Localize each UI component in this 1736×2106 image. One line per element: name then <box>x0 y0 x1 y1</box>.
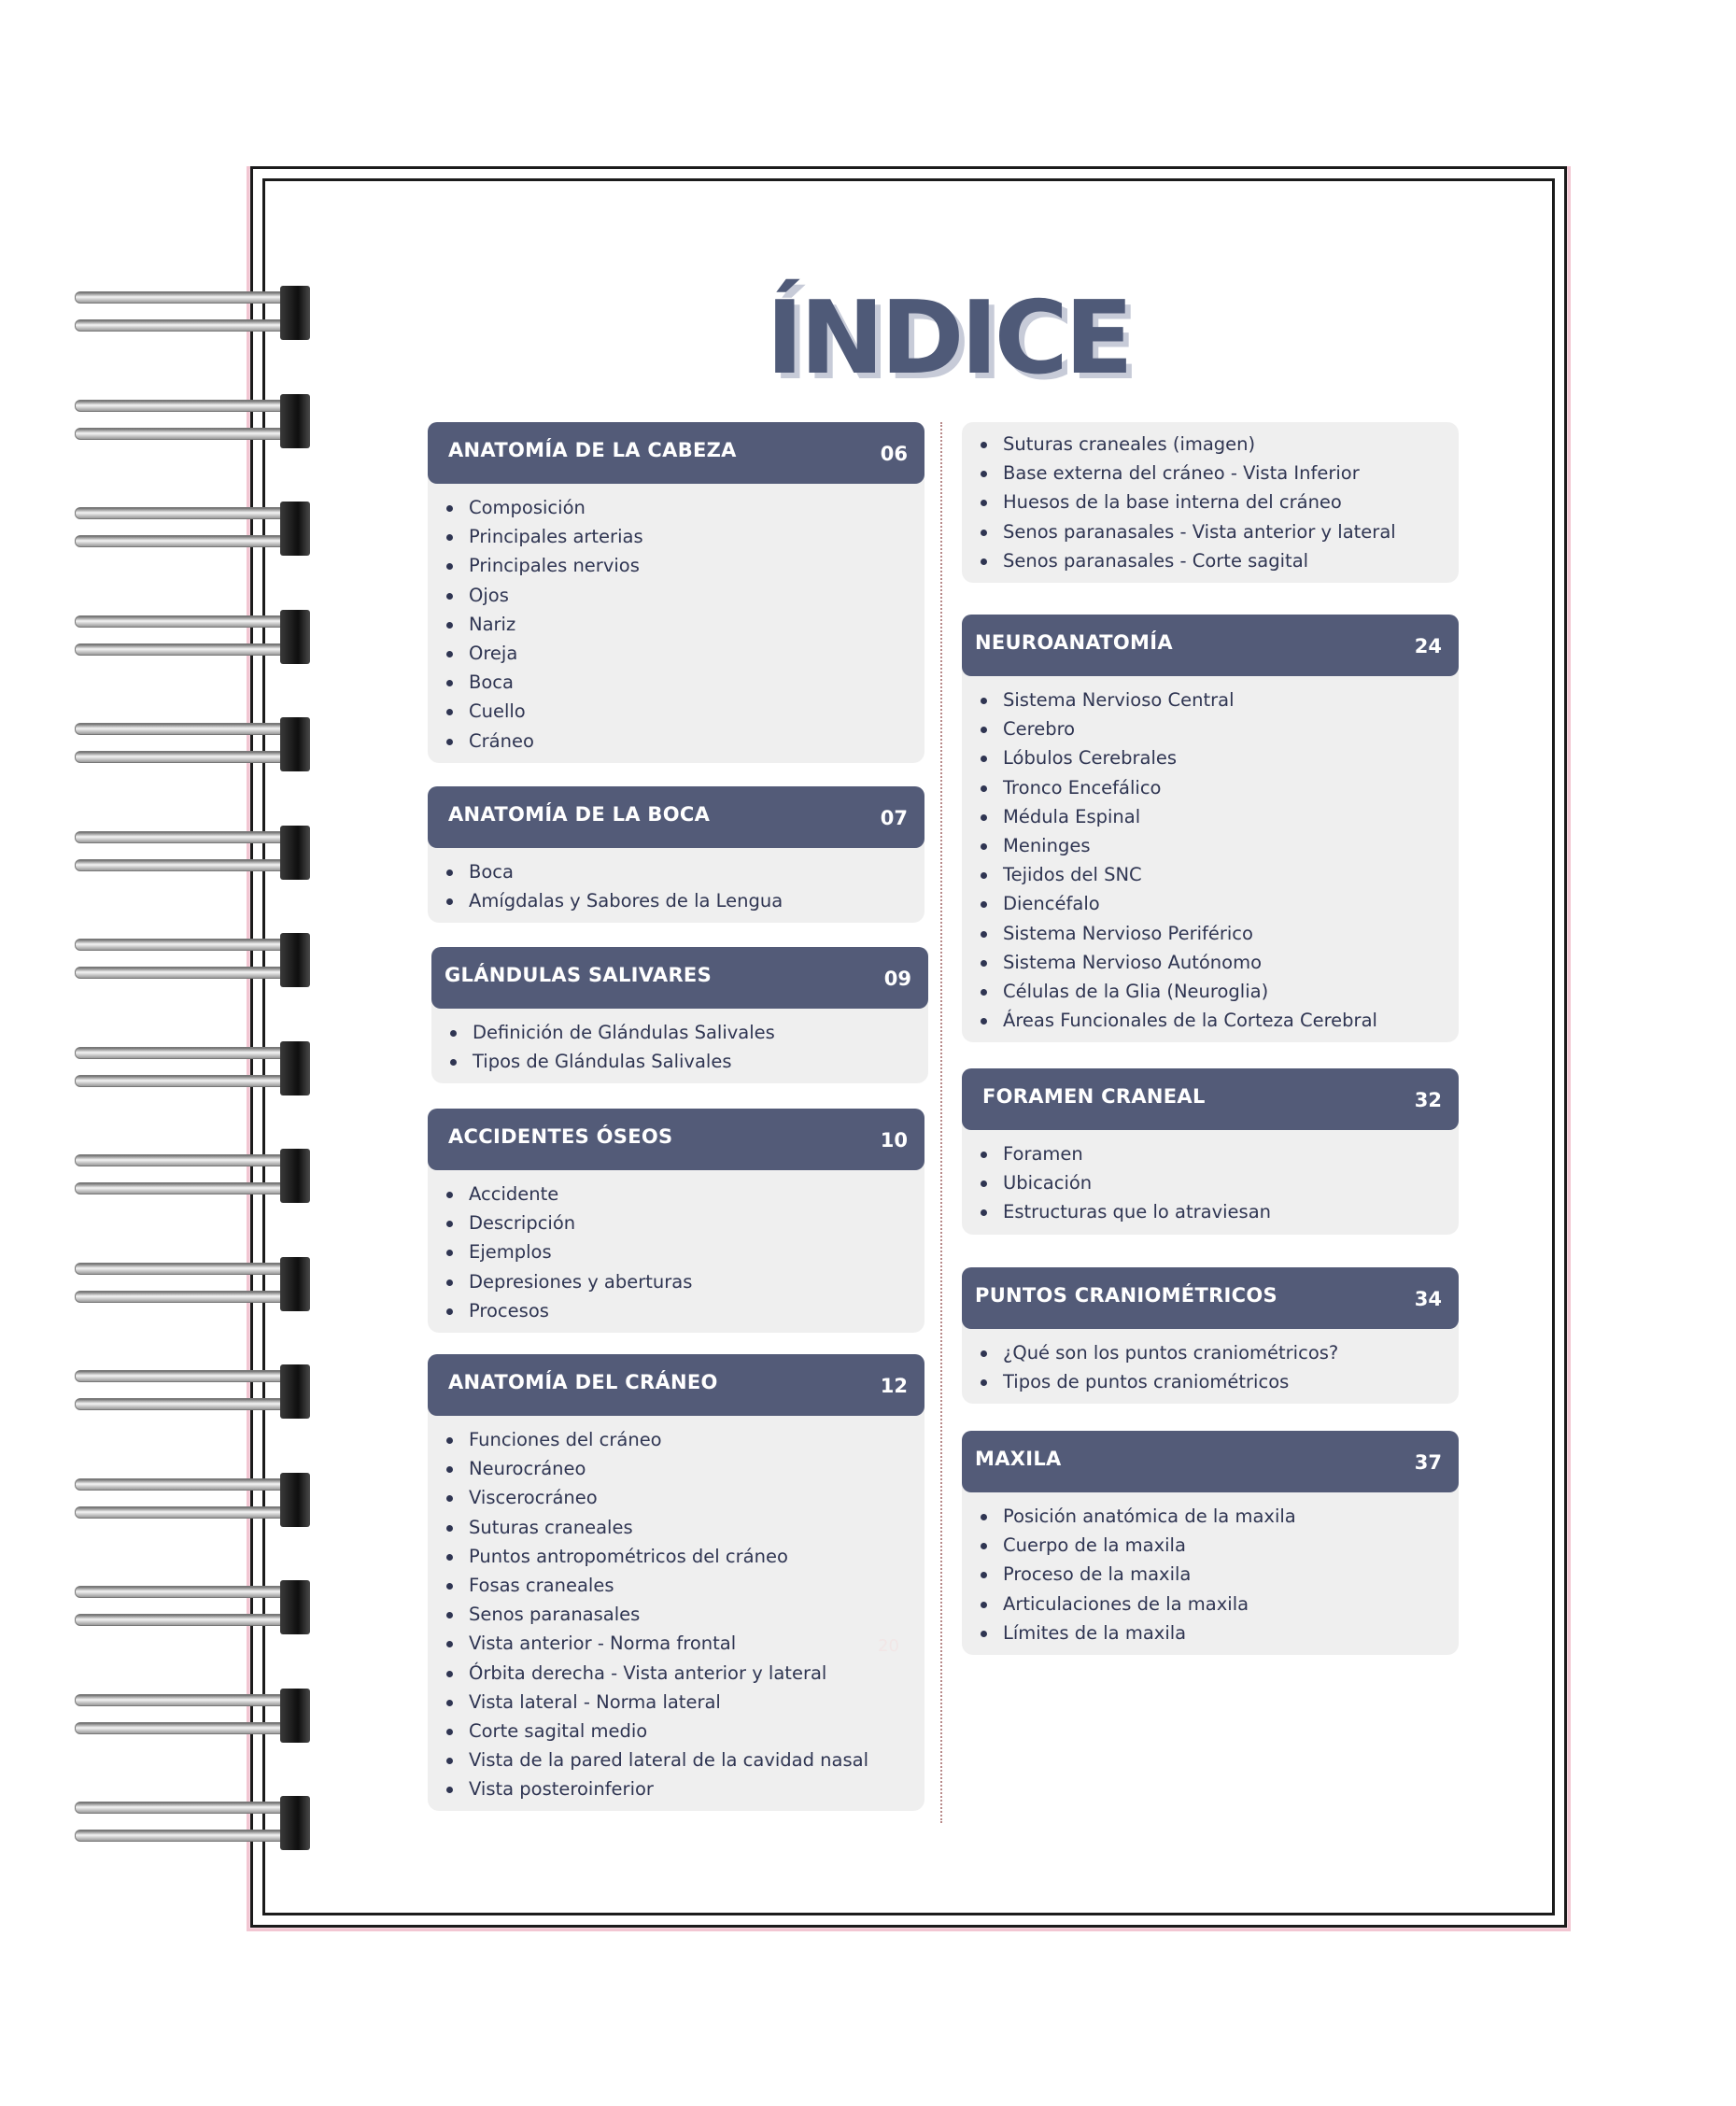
ring-wire <box>75 507 297 519</box>
spiral-ring <box>75 929 327 989</box>
list-item[interactable]: Tronco Encefálico <box>962 773 1459 802</box>
ring-wire <box>75 1154 297 1166</box>
list-item[interactable]: Posición anatómica de la maxila <box>962 1502 1459 1531</box>
section-page-number: 37 <box>1414 1451 1442 1474</box>
section-title: GLÁNDULAS SALIVARES <box>445 964 712 986</box>
ring-wire <box>75 967 297 979</box>
section-title: ANATOMÍA DE LA BOCA <box>448 803 711 826</box>
list-item[interactable]: Fosas craneales <box>428 1571 924 1600</box>
ring-wire <box>75 400 297 412</box>
section-accidentes-oseos <box>428 1109 924 1333</box>
section-header[interactable] <box>962 1431 1459 1492</box>
section-item-list <box>962 676 1459 1042</box>
list-item[interactable]: Órbita derecha - Vista anterior y lateral <box>428 1659 924 1688</box>
ring-wire <box>75 1398 297 1410</box>
ring-clip <box>280 394 310 448</box>
section-page-number: 24 <box>1414 635 1442 657</box>
ring-wire <box>75 1478 297 1491</box>
ring-wire <box>75 939 297 951</box>
ring-clip <box>280 1796 310 1850</box>
list-item[interactable]: Suturas craneales <box>428 1513 924 1542</box>
section-item-list <box>431 1009 928 1083</box>
list-item[interactable]: Cerebro <box>962 714 1459 743</box>
list-item[interactable]: Diencéfalo <box>962 889 1459 918</box>
list-item[interactable]: Ejemplos <box>428 1237 924 1266</box>
ring-wire <box>75 1506 297 1519</box>
list-item[interactable]: Senos paranasales <box>428 1600 924 1629</box>
ring-clip <box>280 1149 310 1203</box>
list-item[interactable]: Boca <box>428 857 924 886</box>
ring-wire <box>75 1263 297 1275</box>
section-item-list <box>428 1416 924 1811</box>
ring-clip <box>280 1041 310 1095</box>
list-item[interactable]: Base externa del cráneo - Vista Inferior <box>962 459 1459 488</box>
ring-wire <box>75 1182 297 1194</box>
page-title: ÍNDICE <box>766 280 1130 397</box>
ring-wire <box>75 1291 297 1303</box>
list-item[interactable]: Neurocráneo <box>428 1454 924 1483</box>
section-page-number: 09 <box>883 968 911 990</box>
section-title: MAXILA <box>975 1448 1062 1470</box>
list-item[interactable]: ¿Qué son los puntos craniométricos? <box>962 1338 1459 1367</box>
ring-wire <box>75 1586 297 1598</box>
ring-wire <box>75 1075 297 1087</box>
section-header[interactable] <box>962 1068 1459 1130</box>
spiral-ring <box>75 1685 327 1745</box>
list-item[interactable]: Cráneo <box>428 727 924 756</box>
list-item[interactable]: Principales nervios <box>428 551 924 580</box>
ring-wire <box>75 535 297 547</box>
list-item[interactable]: Sistema Nervioso Autónomo <box>962 948 1459 977</box>
section-page-number: 34 <box>1414 1288 1442 1310</box>
ring-wire <box>75 723 297 735</box>
section-anatomia-craneo <box>428 1354 924 1811</box>
section-page-number: 06 <box>880 443 908 465</box>
section-item-list <box>428 1170 924 1333</box>
section-maxila <box>962 1431 1459 1655</box>
spiral-ring <box>75 1792 327 1852</box>
list-item[interactable]: Ubicación <box>962 1168 1459 1197</box>
spiral-ring <box>75 1361 327 1420</box>
spiral-ring <box>75 1469 327 1529</box>
list-item[interactable]: Huesos de la base interna del cráneo <box>962 488 1459 516</box>
section-page-number: 07 <box>880 807 908 829</box>
ring-wire <box>75 1802 297 1814</box>
ring-wire <box>75 615 297 628</box>
ring-wire <box>75 643 297 656</box>
list-item[interactable]: Definición de Glándulas Salivales <box>431 1018 928 1047</box>
spiral-ring <box>75 390 327 450</box>
section-header[interactable] <box>431 947 928 1009</box>
ring-wire <box>75 859 297 871</box>
ring-wire <box>75 1830 297 1842</box>
list-item[interactable]: Foramen <box>962 1139 1459 1168</box>
list-item[interactable]: Vista posteroinferior <box>428 1774 924 1803</box>
spiral-ring <box>75 822 327 882</box>
section-header[interactable] <box>428 786 924 848</box>
list-item[interactable]: Estructuras que lo atraviesan <box>962 1197 1459 1226</box>
list-item[interactable]: Límites de la maxila <box>962 1618 1459 1647</box>
list-item[interactable]: Depresiones y aberturas <box>428 1267 924 1296</box>
section-header[interactable] <box>962 615 1459 676</box>
section-title: ANATOMÍA DEL CRÁNEO <box>448 1371 718 1393</box>
list-item[interactable]: Nariz <box>428 610 924 639</box>
list-item[interactable]: Vista de la pared lateral de la cavidad nasal <box>428 1746 924 1774</box>
list-item[interactable]: Cuello <box>428 697 924 726</box>
section-title: PUNTOS CRANIOMÉTRICOS <box>975 1284 1277 1307</box>
ring-clip <box>280 1689 310 1743</box>
list-item[interactable]: Proceso de la maxila <box>962 1560 1459 1589</box>
spiral-ring <box>75 1145 327 1205</box>
ring-wire <box>75 1694 297 1706</box>
section-title: NEUROANATOMÍA <box>975 631 1173 654</box>
section-neuroanatomia <box>962 615 1459 1042</box>
page-number-watermark: 20 <box>878 1636 899 1656</box>
section-puntos-craniometricos <box>962 1267 1459 1404</box>
list-item[interactable]: Sistema Nervioso Periférico <box>962 919 1459 948</box>
list-item[interactable]: Procesos <box>428 1296 924 1325</box>
section-anatomia-cabeza <box>428 422 924 763</box>
list-item[interactable]: Vista anterior - Norma frontal <box>428 1629 924 1658</box>
section-title: ACCIDENTES ÓSEOS <box>448 1125 673 1148</box>
ring-wire <box>75 428 297 440</box>
list-item[interactable]: Médula Espinal <box>962 802 1459 831</box>
ring-clip <box>280 610 310 664</box>
section-header[interactable] <box>962 1267 1459 1329</box>
list-item[interactable]: Vista lateral - Norma lateral <box>428 1688 924 1717</box>
list-item[interactable]: Meninges <box>962 831 1459 860</box>
list-item[interactable]: Ojos <box>428 581 924 610</box>
section-page-number: 10 <box>880 1129 908 1152</box>
list-item[interactable]: Viscerocráneo <box>428 1483 924 1512</box>
section-foramen-craneal <box>962 1068 1459 1235</box>
section-header[interactable] <box>428 422 924 484</box>
list-item[interactable]: Amígdalas y Sabores de la Lengua <box>428 886 924 915</box>
ring-clip <box>280 826 310 880</box>
ring-wire <box>75 1047 297 1059</box>
section-title: FORAMEN CRANEAL <box>982 1085 1206 1108</box>
ring-wire <box>75 1722 297 1734</box>
section-glandulas-salivares <box>431 947 928 1083</box>
list-item[interactable]: Principales arterias <box>428 522 924 551</box>
spiral-ring <box>75 1038 327 1097</box>
section-item-list <box>962 1130 1459 1235</box>
ring-clip <box>280 933 310 987</box>
section-item-list <box>428 848 924 923</box>
section-item-list <box>962 1492 1459 1655</box>
spiral-ring <box>75 1253 327 1313</box>
ring-clip <box>280 1364 310 1419</box>
ring-clip <box>280 1257 310 1311</box>
section-item-list <box>962 1329 1459 1404</box>
list-item[interactable]: Células de la Glia (Neuroglia) <box>962 977 1459 1006</box>
list-item[interactable]: Funciones del cráneo <box>428 1425 924 1454</box>
ring-wire <box>75 831 297 843</box>
list-item[interactable]: Descripción <box>428 1208 924 1237</box>
list-item[interactable]: Sistema Nervioso Central <box>962 686 1459 714</box>
ring-clip <box>280 502 310 556</box>
spiral-ring <box>75 606 327 666</box>
list-item[interactable]: Cuerpo de la maxila <box>962 1531 1459 1560</box>
list-item[interactable]: Articulaciones de la maxila <box>962 1590 1459 1618</box>
section-header[interactable] <box>428 1354 924 1416</box>
ring-wire <box>75 751 297 763</box>
ring-clip <box>280 1580 310 1634</box>
list-item[interactable]: Corte sagital medio <box>428 1717 924 1746</box>
list-item[interactable]: Tejidos del SNC <box>962 860 1459 889</box>
spiral-ring <box>75 714 327 773</box>
section-title: ANATOMÍA DE LA CABEZA <box>448 439 737 461</box>
list-item[interactable]: Senos paranasales - Vista anterior y lateral <box>962 517 1459 546</box>
ring-wire <box>75 1614 297 1626</box>
list-item[interactable]: Composición <box>428 493 924 522</box>
section-anatomia-boca <box>428 786 924 923</box>
section-item-list <box>428 484 924 763</box>
section-craneo-continuation <box>962 422 1459 583</box>
column-divider <box>940 422 942 1823</box>
ring-wire <box>75 1370 297 1382</box>
ring-clip <box>280 1473 310 1527</box>
list-item[interactable]: Suturas craneales (imagen) <box>962 430 1459 459</box>
section-header[interactable] <box>428 1109 924 1170</box>
list-item[interactable]: Boca <box>428 668 924 697</box>
spiral-ring <box>75 1576 327 1636</box>
list-item[interactable]: Tipos de Glándulas Salivales <box>431 1047 928 1076</box>
list-item[interactable]: Áreas Funcionales de la Corteza Cerebral <box>962 1006 1459 1035</box>
list-item[interactable]: Puntos antropométricos del cráneo <box>428 1542 924 1571</box>
list-item[interactable]: Oreja <box>428 639 924 668</box>
spiral-ring <box>75 498 327 558</box>
section-page-number: 32 <box>1414 1089 1442 1111</box>
ring-clip <box>280 717 310 771</box>
section-page-number: 12 <box>880 1375 908 1397</box>
list-item[interactable]: Accidente <box>428 1180 924 1208</box>
list-item[interactable]: Tipos de puntos craniométricos <box>962 1367 1459 1396</box>
list-item[interactable]: Lóbulos Cerebrales <box>962 743 1459 772</box>
list-item[interactable]: Senos paranasales - Corte sagital <box>962 546 1459 575</box>
section-item-list <box>962 422 1459 583</box>
